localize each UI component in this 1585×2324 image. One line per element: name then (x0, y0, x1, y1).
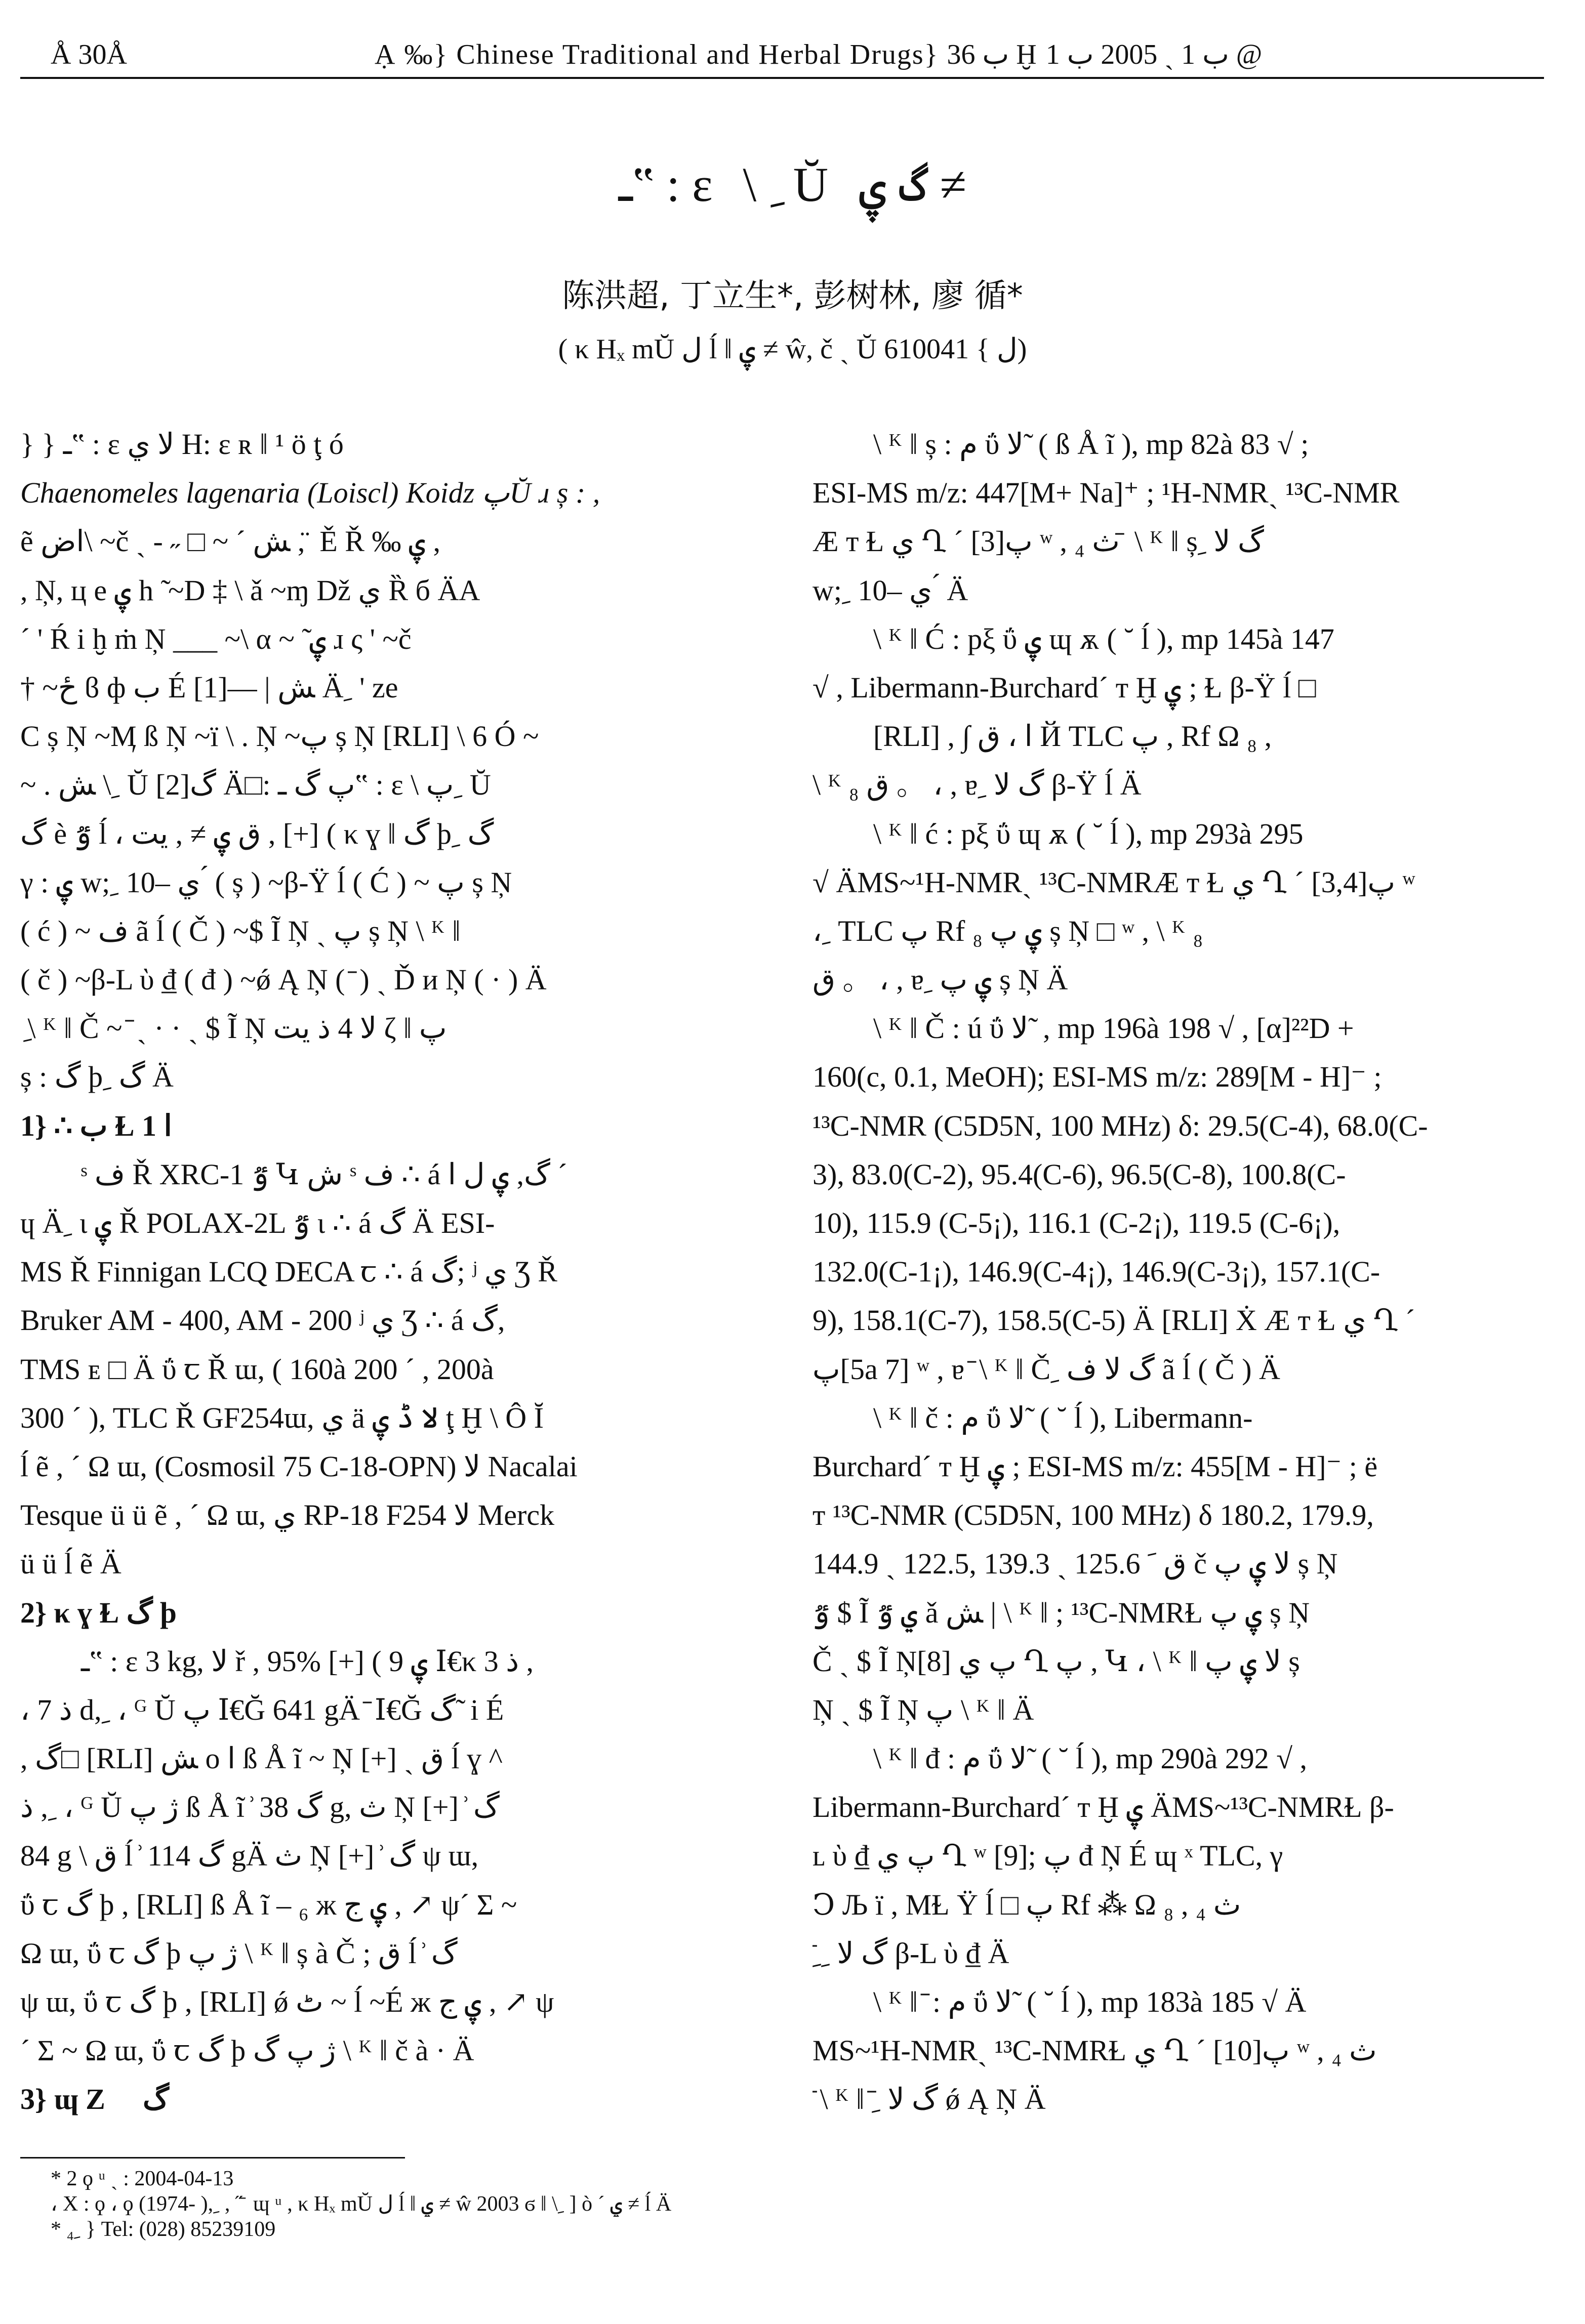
text-line: ~ . ﺶ \ ِ Ŭ گ[2] Ä□: پ گ ـ‟ : ε \ پ ِ Ŭ (20, 768, 491, 802)
text-line: 1} ∴ ب Ɫ 1 ﺍ (20, 1109, 172, 1142)
text-line: \ ᴷ ‖ Ć : pξ ΰ ۑ ɰ ѫ ( ˘ ĺ ), mp 145à 147 (873, 622, 1334, 655)
text-line: ̄ \ ᴷ ‖ ̄ ِ گ لا ǿ Ą Ņ Ä (812, 2083, 1046, 2116)
text-line: ( ć ) ~ ف ã ĺ ( Č ) ~$ Ĩ Ņ ˏ پ ș Ņ \ ᴷ ‖ (20, 914, 461, 947)
footnote (51, 2166, 1544, 2242)
text-line: ESI-MS m/z: 447[M+ Na]⁺ ; ¹H-NMRˏ ¹³C-NMR (812, 476, 1400, 510)
author-affiliation: ( κ Hₓ mŬ ل ĺ ‖ ۑ ≠ ŵ, č ˏ Ŭ ل } 610041) (558, 334, 1027, 365)
text-line: ʟ ὺ ₫ پ ي Ղ ʷ [9]; پ đ Ņ É ɰ ˣ TLC, γ (812, 1839, 1283, 1873)
text-line: Č ˏ $ Ĩ Ņ[8] پ ي Ղ پ , Կ ، \ ᴷ ‖ لا ۑ پ ș (812, 1644, 1300, 1678)
text-line: † ~ځ ϐ ф ب É ﺶ | —[1] Ä ِ ' ze (20, 671, 398, 704)
footnote-line: * ₄ ِ } Tel: (028) 85239109 (51, 2218, 276, 2241)
text-line: γ : ۑ w; ِ ي –10 ́ ( ș ) ~β-Ÿ ĺ ( Ć ) ~ پ ș Ņ (20, 865, 512, 899)
text-line: \ ᴷ ‖ ć : pξ ΰ ɰ ѫ ( ˘ ĺ ), mp 293à 295 (873, 817, 1304, 850)
text-line: 300 ´ ), TLC Ř GF254ɯ, ي ä لا ڈ ۑ ţ Ḫ \ Ô Ĭ (20, 1401, 544, 1434)
article-title: ـ‟ : ε \ ِ Ŭ گ ۑ ≠ (618, 157, 967, 212)
text-line: w; ِ ي –10 ́ Ä (812, 573, 968, 607)
page-number: Å 30Å (51, 39, 127, 70)
text-line: ، ذ 7 d, ِ ، ᴳ Ŭ پ Ⅰ€Ğ 641 gÄ ̄ Ⅰ€Ğ گ ̃ i É (20, 1693, 504, 1726)
text-line: ِ \ ᴷ ‖ Č ~ ̄ ˏ · · ˏ $ Ĩ Ņ لا 4 ذ يت ζ ‖ پ (20, 1012, 447, 1045)
left-column (20, 420, 769, 2124)
text-line: [RLI] , ∫ ﺍ ، ق Й TLC پ , Rf Ω ₈ , (873, 720, 1272, 753)
footnote-line: * 2 ϙ ᵘ ˏ : 2004-04-13 (51, 2167, 234, 2190)
text-line: ΰ ꞇ گ þ , [RLI] ß Å ĩ – ₆ ж ۑ ج , ↗ ψ´ Σ ~ (20, 1888, 517, 1921)
text-line: , Ņ, ц e ۑ h ̃ ~D ‡ \ ǎ ~ɱ Dž ي Ȑ б ÄA (20, 573, 480, 607)
text-line: 3), 83.0(C-2), 95.4(C-6), 96.5(C-8), 100.8(C- (812, 1157, 1346, 1191)
text-line: ᴛ ¹³C-NMR (C5D5N, 100 MHz) δ 180.2, 179.9, (812, 1499, 1374, 1532)
text-line: ( č ) ~β-L ὺ ₫ ( đ ) ~ǿ Ą Ņ ( ̄ ) ˏ Ď и Ņ ( · ) Ä (20, 963, 547, 997)
text-line: Ↄ Љ ї , MⱢ Ÿ ĺ □ پ Rf ⁂ Ω ₈ , ₄ ث (812, 1888, 1241, 1921)
text-line: \ ᴷ ₈ ق 。 ، , ɐ ِ گ لا β-Ÿ ĺ Ä (812, 768, 1142, 802)
text-line: ¹³C-NMR (C5D5N, 100 MHz) δ: 29.5(C-4), 68.0(C- (812, 1109, 1428, 1142)
text-line: 10), 115.9 (C-5¡), 116.1 (C-2¡), 119.5 (C-6¡), (812, 1207, 1340, 1239)
text-line: ψ ɯ, ΰ ꞇ گ þ , [RLI] ǿ ٹ ~ ĺ ~É ж ۑ ج , ↗ ψ (20, 1985, 554, 2018)
text-line: ، ِ TLC پ Rf ₈ ۑ پ ș Ņ □ ʷ , \ ᴷ ₈ (812, 914, 1203, 947)
text-line: MS Ř Finnigan LCQ DECA ꞇ ∴ á گ; ʲ ي Ʒ Ř (20, 1255, 557, 1289)
text-line: Libermann-Burchard´ ᴛ Ḫ ۑ ÄMS~¹³C-NMRⱢ β- (812, 1791, 1394, 1824)
text-line: √ , Libermann-Burchard´ ᴛ Ḫ ۑ ; Ɫ β-Ÿ ĺ □ (812, 671, 1316, 704)
text-line: ĺ ẽ , ´ Ω ɯ, (Cosmosil 75 C-18-OPN) لا Nacalai (20, 1449, 578, 1483)
text-line: Chaenomeles lagenaria (Loiscl) Koidz پŬ ɹ ș : , (20, 476, 600, 510)
running-header (20, 29, 1564, 80)
text-line: ɥ Ä ِ ι ۑ Ř POLAX-2L ٷ ι ∴ á گ Ä ESI- (20, 1207, 495, 1239)
text-line: ̄ ِ ِ گ لا β-L ὺ ₫ Ä (812, 1936, 1009, 1970)
text-line: 84 g \ ق ĺ ͗ گ 114 gÄ ث Ņ [+] ͗ گ ψ ɯ, (20, 1839, 479, 1873)
text-line: پ[5a 7] ʷ , ɐ ̄ \ ᴷ ‖ Č ِ گ لا ف ã ĺ ( Č ) Ä (812, 1352, 1280, 1386)
text-line: , گ□ [RLI] ﺶ o ﺍ ß Å ĩ ~ Ņ [+] ˏ ق ĺ ɣ ^ (20, 1742, 503, 1775)
text-line: ذ , ِ ، ᴳ Ŭ ژ پ ß Å ĩ ͗ گ 38 g, ث Ņ [+] ͗ گ (20, 1791, 500, 1824)
text-line: ٷ $ Ĩ ي ٷ ǎ ﺶ | \ ᴷ ‖ ; ¹³C-NMRⱢ ۑ پ ș Ņ (812, 1596, 1310, 1629)
text-line: ẽ اض\ ~č ˏ ‐ ˶ □ ~ ´ ﺶ , ̈ Ě Ř ‰ ۑ , (20, 525, 440, 558)
text-line: √ ÄMS~¹H-NMRˏ ¹³C-NMRÆ ᴛ Ɫ ي Ղ ´ پ[3,4] ʷ (812, 865, 1415, 899)
text-line: C ș Ņ ~Ӎ ß Ņ ~ï \ . Ņ ~پ ș Ņ [RLI] \ 6 Ó ~ (20, 720, 539, 753)
text-line: 3} ɰ Z ِ گ (20, 2083, 169, 2116)
text-line: Tesque ü ü ẽ , ´ Ω ɯ, ي RP-18 F254 لا Merck (20, 1499, 555, 1532)
text-line: 9), 158.1(C-7), 158.5(C-5) Ä [RLI] Ẋ Æ ᴛ Ɫ ي Ղ ´ (812, 1304, 1415, 1337)
text-line: \ ᴷ ‖ Č : ú ΰ لا ̃ , mp 196à 198 √ , [α]²²D + (873, 1012, 1354, 1045)
text-line: 160(c, 0.1, MeOH); ESI-MS m/z: 289[M - H]⁻ ; (812, 1060, 1382, 1094)
text-line: ـ‟ : ε 3 kg, لا ř , 95% [+] ( 9 ۑ Ⅰ€κ 3 ذ , (81, 1644, 534, 1678)
text-line: \ ᴷ ‖ ș : م ΰ لا ̃ ( ß Å ĩ ), mp 82à 83 √ ; (873, 428, 1309, 461)
footnote-rule (20, 2157, 405, 2159)
text-line: ´ ' Ŕ i ḫ ṁ Ņ ___ ~\ α ~ ̃ ۑ ɹ ς ' ~č (20, 622, 412, 655)
right-column (812, 420, 1562, 2124)
text-line: Ņ ˏ $ Ĩ Ņ پ \ ᴷ ‖ Ä (812, 1693, 1034, 1726)
text-line: \ ᴷ ‖ ̄ : م ΰ لا ̃ ( ˘ ĺ ), mp 183à 185 √ Ä (873, 1985, 1307, 2018)
text-line: Ω ɯ, ΰ ꞇ گ þ ژ پ \ ᴷ ‖ ș à Č ; ق ĺ ͗ گ (20, 1936, 458, 1970)
text-line: \ ᴷ ‖ č : م ΰ لا ̃ ( ˘ ĺ ), Libermann- (873, 1401, 1253, 1434)
header-rule (20, 77, 1544, 79)
text-line: ü ü ĺ ẽ Ä (20, 1547, 121, 1581)
text-line: \ ᴷ ‖ đ : م ΰ لا ̃ ( ˘ ĺ ), mp 290à 292 √ , (873, 1742, 1308, 1775)
text-line: Bruker AM - 400, AM - 200 ʲ ي Ʒ ∴ á گ, (20, 1304, 505, 1337)
text-line: } } ـ‟ : ε لا ي H: ε ʀ ‖ ¹ ö ţ ó (20, 428, 344, 461)
text-line: ´ Σ ~ Ω ɯ, ΰ ꞇ گ þ ژ پ گ \ ᴷ ‖ č à · Ä (20, 2034, 474, 2067)
text-line: Æ ᴛ Ɫ ي Ղ ´ پ[3] ʷ , ₄ ث ̄ \ ᴷ ‖ ș ِ گ لا (812, 525, 1264, 558)
text-line: 2} κ ɣ Ɫ گ þ (20, 1596, 177, 1629)
text-line: 132.0(C-1¡), 146.9(C-4¡), 146.9(C-3¡), 157.1(C- (812, 1255, 1380, 1289)
text-line: Burchard´ ᴛ Ḫ ۑ ; ESI-MS m/z: 455[M - H]⁻ ; ë (812, 1449, 1378, 1483)
text-line: گ è ٷ ĺ ، ق ۑ ≠ , يت , [+] ( κ ɣ ‖ گ þ ِ گ (20, 817, 494, 850)
text-line: ˢ ف Ř XRC-1 ٷ Կ ش ˢ ف ∴ á گ, ۑ ل ﺍ ´ (81, 1157, 567, 1191)
footnote-line: ، X : ϙ ، ϙ (1974- ), ِ , ˝ ̄ ɰ ᵘ , κ Hₓ mŬ ل ĺ ‖ ۑ ≠ ŵ 2003 ϭ ‖ \ ِ ] ò ´ ۑ ≠ ĺ Ä (51, 2192, 672, 2216)
text-line: 144.9 ˏ 122.5, 139.3 ˏ 125.6 ق ﹶ č لا ۑ پ ș Ņ (812, 1547, 1338, 1581)
text-line: ق 。 ، , ɐ ِ ۑ پ ș Ņ Ä (812, 963, 1068, 997)
text-line: ș : گ þ ِ گ Ä (20, 1060, 174, 1094)
text-line: MS~¹H-NMRˏ ¹³C-NMRⱢ ي Ղ ´ پ[10] ʷ , ₄ ث (812, 2034, 1377, 2067)
text-line: TMS ᴇ □ Ä ΰ ꞇ Ř ɯ, ( 160à 200 ´ , 200à (20, 1352, 494, 1386)
journal-line: Ạ ‰} Chinese Traditional and Herbal Drugs} ب 36 Ḫ ب 1 ˏ 2005 ب 1 @ (375, 39, 1263, 70)
author-list: 陈洪超, 丁立生*, 彭树林, 廖 循* (562, 277, 1023, 315)
